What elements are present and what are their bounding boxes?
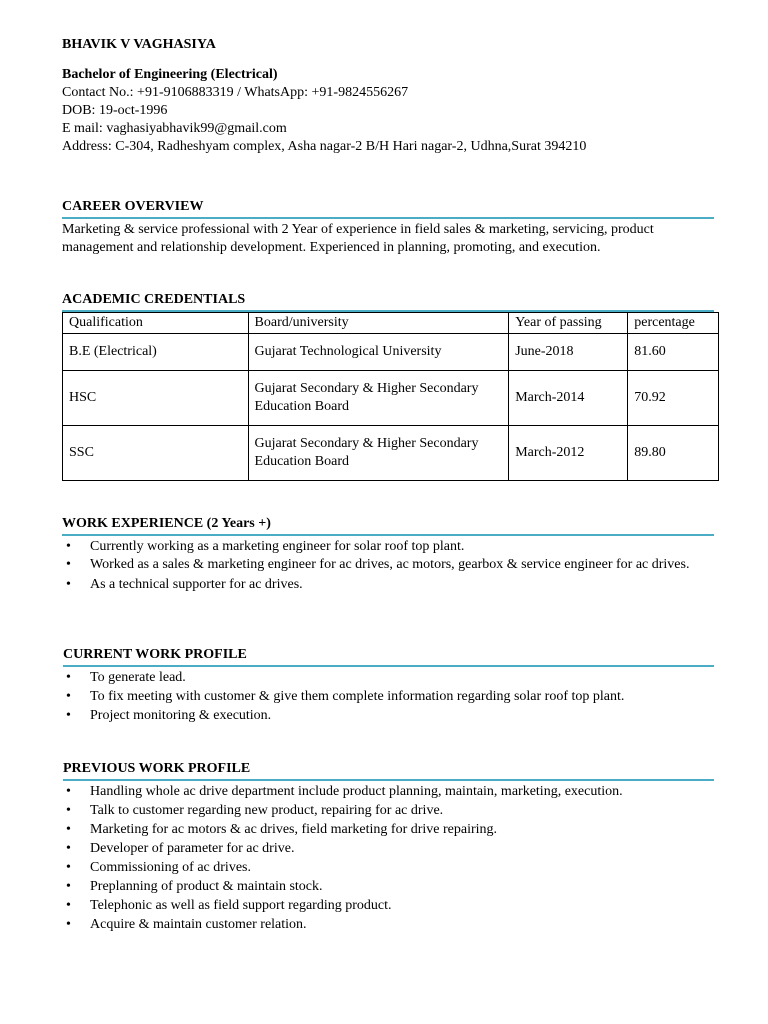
table-cell: Gujarat Technological University: [248, 334, 509, 371]
current-work-list: [62, 669, 702, 725]
list-item: • Telephonic as well as field support regarding product.: [66, 898, 392, 913]
list-item: • Handling whole ac drive department include product planning, maintain, marketing, execution.: [66, 784, 623, 799]
table-cell: 70.92: [628, 371, 719, 426]
table-cell: Gujarat Secondary & Higher Secondary Education Board: [248, 371, 509, 426]
list-item: • As a technical supporter for ac drives.: [66, 577, 303, 592]
bullet-icon: •: [66, 860, 71, 875]
list-item: • Marketing for ac motors & ac drives, field marketing for drive repairing.: [66, 822, 498, 837]
bullet-icon: •: [66, 917, 71, 932]
academic-table: [62, 312, 719, 481]
bullet-icon: •: [66, 784, 71, 799]
bullet-icon: •: [66, 879, 71, 894]
table-cell: March-2014: [509, 371, 628, 426]
degree: Bachelor of Engineering (Electrical): [62, 67, 278, 82]
list-item: • Commissioning of ac drives.: [66, 860, 251, 875]
list-item: • To fix meeting with customer & give them complete information regarding solar roof top plant.: [66, 689, 625, 704]
table-cell: B.E (Electrical): [63, 334, 249, 371]
column-header-qualification: Qualification: [63, 313, 249, 334]
address: Address: C-304, Radheshyam complex, Asha nagar-2 B/H Hari nagar-2, Udhna,Surat 394210: [62, 139, 587, 154]
table-row: [63, 334, 719, 371]
contact-number: Contact No.: +91-9106883319 / WhatsApp: +91-9824556267: [62, 85, 409, 100]
list-item: • Currently working as a marketing engineer for solar roof top plant.: [66, 539, 465, 554]
list-item: • To generate lead.: [66, 670, 186, 685]
date-of-birth: DOB: 19-oct-1996: [62, 103, 168, 118]
list-item: • Acquire & maintain customer relation.: [66, 917, 307, 932]
previous-work-list: [62, 783, 702, 934]
column-header-year: Year of passing: [509, 313, 628, 334]
bullet-icon: •: [66, 539, 71, 554]
column-header-percentage: percentage: [628, 313, 719, 334]
table-cell: March-2012: [509, 426, 628, 481]
contact-block: [62, 66, 586, 156]
list-item: • Talk to customer regarding new product, repairing for ac drive.: [66, 803, 444, 818]
bullet-icon: •: [66, 822, 71, 837]
section-heading-career: CAREER OVERVIEW: [62, 198, 714, 219]
section-heading-current-work: CURRENT WORK PROFILE: [63, 646, 714, 667]
table-cell: SSC: [63, 426, 249, 481]
list-item: • Worked as a sales & marketing engineer for ac drives, ac motors, gearbox & service engineer for ac drives.: [66, 557, 690, 572]
bullet-icon: •: [66, 689, 71, 704]
work-experience-list: [62, 538, 702, 594]
table-cell: HSC: [63, 371, 249, 426]
table-row: [63, 371, 719, 426]
list-item: • Developer of parameter for ac drive.: [66, 841, 295, 856]
bullet-icon: •: [66, 708, 71, 723]
table-cell: 89.80: [628, 426, 719, 481]
bullet-icon: •: [66, 898, 71, 913]
list-item: • Preplanning of product & maintain stock.: [66, 879, 323, 894]
table-row: [63, 426, 719, 481]
bullet-icon: •: [66, 841, 71, 856]
table-cell: Gujarat Secondary & Higher Secondary Education Board: [248, 426, 509, 481]
section-heading-academic: ACADEMIC CREDENTIALS: [62, 291, 714, 312]
list-item: • Project monitoring & execution.: [66, 708, 272, 723]
career-overview-text: Marketing & service professional with 2 Year of experience in field sales & marketing, servicing, product management and relationship development. Experienced in planning, promoting, and execution.: [62, 222, 654, 255]
table-cell: June-2018: [509, 334, 628, 371]
bullet-icon: •: [66, 803, 71, 818]
table-cell: 81.60: [628, 334, 719, 371]
bullet-icon: •: [66, 670, 71, 685]
bullet-icon: •: [66, 577, 71, 592]
candidate-name: BHAVIK V VAGHASIYA: [62, 37, 216, 52]
bullet-icon: •: [66, 557, 71, 572]
table-header-row: [63, 313, 719, 334]
column-header-board: Board/university: [248, 313, 509, 334]
section-heading-previous-work: PREVIOUS WORK PROFILE: [63, 760, 714, 781]
section-heading-work-experience: WORK EXPERIENCE (2 Years +): [62, 515, 714, 536]
email: E mail: vaghasiyabhavik99@gmail.com: [62, 121, 287, 136]
